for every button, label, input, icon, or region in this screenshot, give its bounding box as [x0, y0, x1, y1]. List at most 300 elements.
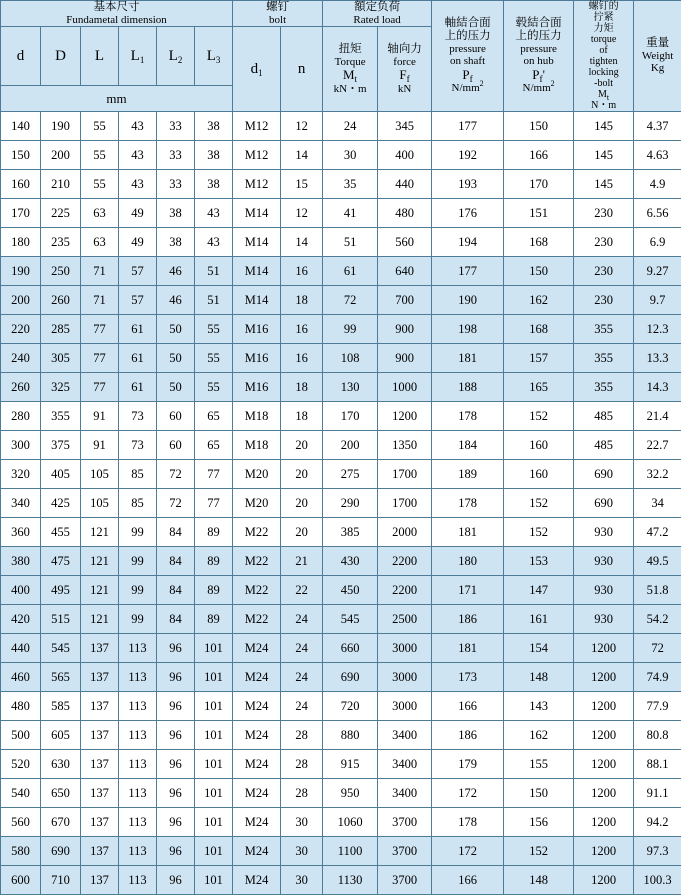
table-cell: 21	[281, 547, 323, 576]
table-cell: 880	[323, 721, 378, 750]
table-row	[1, 141, 681, 170]
table-cell: 162	[504, 286, 574, 315]
table-cell: 3700	[378, 837, 432, 866]
table-cell: 99	[119, 518, 157, 547]
table-cell: 560	[1, 808, 41, 837]
table-cell: 400	[378, 141, 432, 170]
table-cell: 194	[432, 228, 504, 257]
table-cell: 930	[574, 605, 634, 634]
table-row	[1, 402, 681, 431]
table-cell: 33	[157, 112, 195, 141]
table-cell: 230	[574, 257, 634, 286]
table-cell: 1200	[574, 692, 634, 721]
table-cell: 3700	[378, 808, 432, 837]
table-cell: 150	[504, 257, 574, 286]
table-cell: M24	[233, 837, 281, 866]
table-cell: 520	[1, 750, 41, 779]
torque-symbol: M	[343, 67, 355, 82]
table-row	[1, 634, 681, 663]
table-cell: 113	[119, 692, 157, 721]
table-cell: 210	[41, 170, 81, 199]
table-cell: 345	[378, 112, 432, 141]
table-row	[1, 837, 681, 866]
table-cell: M16	[233, 344, 281, 373]
table-cell: 84	[157, 605, 195, 634]
table-cell: 181	[432, 344, 504, 373]
table-cell: 545	[323, 605, 378, 634]
table-cell: 12	[281, 199, 323, 228]
table-cell: 18	[281, 402, 323, 431]
table-cell: 71	[81, 257, 119, 286]
column-header-mm-unit: mm	[1, 86, 233, 112]
table-cell: 61	[119, 315, 157, 344]
table-cell: 73	[119, 431, 157, 460]
table-cell: 55	[195, 373, 233, 402]
table-cell: M16	[233, 315, 281, 344]
table-cell: 16	[281, 344, 323, 373]
table-cell: 77	[195, 460, 233, 489]
table-cell: 340	[1, 489, 41, 518]
table-cell: M20	[233, 460, 281, 489]
table-cell: 30	[281, 837, 323, 866]
table-cell: 74.9	[634, 663, 681, 692]
table-cell: 49	[119, 199, 157, 228]
table-cell: 96	[157, 837, 195, 866]
table-cell: 2200	[378, 576, 432, 605]
table-cell: 101	[195, 837, 233, 866]
table-cell: 580	[1, 837, 41, 866]
table-cell: 485	[574, 402, 634, 431]
table-cell: 177	[432, 112, 504, 141]
table-cell: 33	[157, 141, 195, 170]
table-cell: 425	[41, 489, 81, 518]
table-cell: 1200	[574, 721, 634, 750]
table-cell: 4.9	[634, 170, 681, 199]
table-cell: 670	[41, 808, 81, 837]
group-header-rated-load: 額定负荷 Rated load	[323, 1, 432, 27]
table-cell: M12	[233, 170, 281, 199]
table-cell: 99	[119, 576, 157, 605]
table-cell: 585	[41, 692, 81, 721]
table-cell: 35	[323, 170, 378, 199]
table-cell: 1100	[323, 837, 378, 866]
table-cell: 113	[119, 808, 157, 837]
table-cell: 235	[41, 228, 81, 257]
table-cell: 155	[504, 750, 574, 779]
table-cell: M24	[233, 721, 281, 750]
table-cell: 355	[574, 315, 634, 344]
table-cell: 137	[81, 837, 119, 866]
table-cell: 500	[1, 721, 41, 750]
table-cell: 50	[157, 315, 195, 344]
table-cell: 148	[504, 663, 574, 692]
table-cell: 61	[119, 344, 157, 373]
table-cell: 145	[574, 170, 634, 199]
table-cell: 189	[432, 460, 504, 489]
table-cell: 161	[504, 605, 574, 634]
table-cell: 147	[504, 576, 574, 605]
table-cell: 172	[432, 837, 504, 866]
table-cell: 280	[1, 402, 41, 431]
table-cell: 305	[41, 344, 81, 373]
table-cell: 1060	[323, 808, 378, 837]
table-cell: M20	[233, 489, 281, 518]
table-cell: 400	[1, 576, 41, 605]
table-cell: 230	[574, 286, 634, 315]
table-cell: 690	[574, 489, 634, 518]
table-cell: 24	[281, 634, 323, 663]
column-header-L: L	[81, 27, 119, 86]
table-cell: 320	[1, 460, 41, 489]
table-cell: 85	[119, 460, 157, 489]
table-cell: 94.2	[634, 808, 681, 837]
table-cell: 38	[157, 228, 195, 257]
table-cell: 3400	[378, 721, 432, 750]
table-cell: 51	[195, 286, 233, 315]
table-cell: 137	[81, 866, 119, 895]
table-cell: 700	[378, 286, 432, 315]
table-cell: 96	[157, 721, 195, 750]
table-cell: 18	[281, 373, 323, 402]
table-cell: 51	[195, 257, 233, 286]
table-cell: 63	[81, 228, 119, 257]
table-row	[1, 692, 681, 721]
table-cell: 101	[195, 634, 233, 663]
table-cell: 113	[119, 866, 157, 895]
table-cell: M24	[233, 634, 281, 663]
table-cell: 96	[157, 866, 195, 895]
table-cell: 172	[432, 779, 504, 808]
table-cell: 375	[41, 431, 81, 460]
table-cell: 480	[1, 692, 41, 721]
table-cell: 190	[432, 286, 504, 315]
table-cell: 440	[1, 634, 41, 663]
table-cell: 137	[81, 692, 119, 721]
table-cell: 38	[195, 141, 233, 170]
table-cell: 173	[432, 663, 504, 692]
table-cell: 30	[281, 866, 323, 895]
table-cell: 65	[195, 402, 233, 431]
table-cell: 97.3	[634, 837, 681, 866]
table-cell: 186	[432, 721, 504, 750]
table-cell: 162	[504, 721, 574, 750]
table-cell: 360	[1, 518, 41, 547]
table-cell: 325	[41, 373, 81, 402]
table-cell: M16	[233, 373, 281, 402]
table-cell: 600	[1, 866, 41, 895]
table-cell: 170	[323, 402, 378, 431]
table-cell: 55	[81, 141, 119, 170]
table-cell: 61	[323, 257, 378, 286]
table-cell: 137	[81, 808, 119, 837]
column-header-hub-pressure: 毂結合面 上的压力 pressure on hub $P_f'$ $N/mm^2$	[504, 1, 574, 112]
table-cell: 160	[504, 431, 574, 460]
table-cell: 137	[81, 663, 119, 692]
column-header-L1: $L_1$	[119, 27, 157, 86]
table-cell: 180	[1, 228, 41, 257]
table-cell: 91	[81, 402, 119, 431]
table-cell: 1350	[378, 431, 432, 460]
table-cell: 12	[281, 112, 323, 141]
table-cell: 130	[323, 373, 378, 402]
table-row	[1, 228, 681, 257]
table-cell: 65	[195, 431, 233, 460]
table-cell: 57	[119, 286, 157, 315]
table-cell: 152	[504, 837, 574, 866]
table-cell: 170	[504, 170, 574, 199]
table-cell: 4.63	[634, 141, 681, 170]
table-cell: 121	[81, 576, 119, 605]
table-cell: 545	[41, 634, 81, 663]
column-header-torque: 扭矩 Torque $M_t$ kN・m	[323, 27, 378, 112]
table-cell: 143	[504, 692, 574, 721]
table-cell: 96	[157, 750, 195, 779]
table-row	[1, 489, 681, 518]
table-cell: 84	[157, 518, 195, 547]
table-cell: 121	[81, 518, 119, 547]
table-cell: 108	[323, 344, 378, 373]
table-cell: 105	[81, 460, 119, 489]
table-cell: 900	[378, 315, 432, 344]
table-cell: 170	[1, 199, 41, 228]
table-cell: 96	[157, 779, 195, 808]
table-cell: 1200	[574, 634, 634, 663]
table-cell: M24	[233, 779, 281, 808]
table-cell: 96	[157, 634, 195, 663]
axial-force-symbol: F	[399, 67, 406, 82]
table-cell: 99	[323, 315, 378, 344]
table-cell: 21.4	[634, 402, 681, 431]
table-cell: 188	[432, 373, 504, 402]
table-row	[1, 663, 681, 692]
table-cell: 101	[195, 808, 233, 837]
table-row	[1, 518, 681, 547]
table-cell: 137	[81, 634, 119, 663]
table-cell: 22	[281, 576, 323, 605]
table-cell: 385	[323, 518, 378, 547]
table-cell: 186	[432, 605, 504, 634]
table-cell: 260	[41, 286, 81, 315]
table-row	[1, 779, 681, 808]
table-cell: 63	[81, 199, 119, 228]
table-cell: 630	[41, 750, 81, 779]
table-cell: 3000	[378, 692, 432, 721]
table-cell: 77	[81, 315, 119, 344]
table-cell: 177	[432, 257, 504, 286]
table-cell: 30	[281, 808, 323, 837]
table-cell: 96	[157, 692, 195, 721]
table-cell: 101	[195, 750, 233, 779]
table-row	[1, 576, 681, 605]
table-cell: 930	[574, 576, 634, 605]
table-cell: 28	[281, 721, 323, 750]
table-row	[1, 460, 681, 489]
table-cell: 43	[119, 170, 157, 199]
table-cell: 72	[634, 634, 681, 663]
table-cell: M24	[233, 808, 281, 837]
table-cell: 20	[281, 489, 323, 518]
table-cell: 77.9	[634, 692, 681, 721]
column-header-d: d	[1, 27, 41, 86]
table-cell: 285	[41, 315, 81, 344]
table-cell: 51.8	[634, 576, 681, 605]
table-cell: 1200	[574, 866, 634, 895]
table-cell: 54.2	[634, 605, 681, 634]
table-cell: 6.9	[634, 228, 681, 257]
table-cell: M24	[233, 692, 281, 721]
table-cell: 113	[119, 663, 157, 692]
shaft-pressure-symbol-sub: f	[470, 75, 473, 85]
table-cell: 1200	[574, 837, 634, 866]
column-header-weight: 重量 Weight Kg	[634, 1, 681, 112]
table-cell: 220	[1, 315, 41, 344]
table-cell: 166	[504, 141, 574, 170]
table-cell: 46	[157, 257, 195, 286]
table-cell: M22	[233, 547, 281, 576]
table-cell: 355	[574, 373, 634, 402]
table-row	[1, 286, 681, 315]
table-cell: 165	[504, 373, 574, 402]
table-cell: 89	[195, 547, 233, 576]
table-cell: 145	[574, 141, 634, 170]
table-cell: 150	[504, 779, 574, 808]
table-cell: 84	[157, 547, 195, 576]
table-cell: M12	[233, 141, 281, 170]
table-cell: 225	[41, 199, 81, 228]
table-cell: 137	[81, 750, 119, 779]
table-cell: 1200	[574, 808, 634, 837]
column-header-L3: $L_3$	[195, 27, 233, 86]
table-cell: 380	[1, 547, 41, 576]
table-cell: 33	[157, 170, 195, 199]
table-cell: 77	[195, 489, 233, 518]
table-cell: 91	[81, 431, 119, 460]
table-cell: 9.27	[634, 257, 681, 286]
table-cell: 915	[323, 750, 378, 779]
table-row	[1, 605, 681, 634]
table-cell: 3400	[378, 779, 432, 808]
table-cell: 34	[634, 489, 681, 518]
table-cell: 900	[378, 344, 432, 373]
column-header-bolt-d1: $d_1$	[233, 27, 281, 112]
table-cell: 72	[157, 489, 195, 518]
table-cell: 38	[195, 112, 233, 141]
table-cell: 51	[323, 228, 378, 257]
table-cell: M14	[233, 257, 281, 286]
table-cell: 14	[281, 228, 323, 257]
table-cell: 930	[574, 547, 634, 576]
table-cell: 480	[378, 199, 432, 228]
table-cell: 43	[119, 141, 157, 170]
table-cell: M24	[233, 866, 281, 895]
table-cell: 6.56	[634, 199, 681, 228]
table-cell: 72	[157, 460, 195, 489]
table-cell: 230	[574, 199, 634, 228]
table-cell: 30	[323, 141, 378, 170]
table-cell: 91.1	[634, 779, 681, 808]
table-cell: 24	[281, 692, 323, 721]
table-row	[1, 866, 681, 895]
table-cell: 140	[1, 112, 41, 141]
table-cell: 193	[432, 170, 504, 199]
table-cell: M22	[233, 605, 281, 634]
table-cell: 55	[81, 170, 119, 199]
table-cell: 440	[378, 170, 432, 199]
table-cell: 113	[119, 837, 157, 866]
table-cell: 113	[119, 750, 157, 779]
table-cell: 150	[1, 141, 41, 170]
table-cell: 1130	[323, 866, 378, 895]
column-header-locking-torque: 螺钉的 拧紧 力矩 torque of tighten locking -bolt $M_t$ N・m	[574, 1, 634, 112]
table-cell: 181	[432, 518, 504, 547]
table-cell: 73	[119, 402, 157, 431]
table-cell: 49	[119, 228, 157, 257]
table-cell: 137	[81, 721, 119, 750]
table-cell: 275	[323, 460, 378, 489]
table-cell: 1200	[574, 779, 634, 808]
table-cell: 43	[119, 112, 157, 141]
table-cell: 430	[323, 547, 378, 576]
table-cell: 260	[1, 373, 41, 402]
table-cell: 198	[432, 315, 504, 344]
table-cell: 355	[41, 402, 81, 431]
table-cell: 99	[119, 547, 157, 576]
table-cell: 660	[323, 634, 378, 663]
table-cell: 20	[281, 518, 323, 547]
table-cell: M18	[233, 402, 281, 431]
table-cell: 77	[81, 344, 119, 373]
table-body	[1, 112, 681, 895]
table-cell: 150	[504, 112, 574, 141]
header-row-groups	[1, 1, 681, 27]
table-cell: 1700	[378, 460, 432, 489]
table-cell: 148	[504, 866, 574, 895]
table-cell: 157	[504, 344, 574, 373]
table-cell: 71	[81, 286, 119, 315]
table-cell: 12.3	[634, 315, 681, 344]
table-cell: 230	[574, 228, 634, 257]
table-row	[1, 199, 681, 228]
table-cell: 60	[157, 402, 195, 431]
table-cell: 154	[504, 634, 574, 663]
table-cell: 96	[157, 808, 195, 837]
table-cell: 200	[41, 141, 81, 170]
table-cell: 28	[281, 750, 323, 779]
group-header-bolt: 螺钉 bolt	[233, 1, 323, 27]
table-row	[1, 170, 681, 199]
table-cell: 178	[432, 808, 504, 837]
table-cell: 47.2	[634, 518, 681, 547]
table-cell: 1200	[574, 663, 634, 692]
table-cell: 160	[504, 460, 574, 489]
table-cell: 152	[504, 402, 574, 431]
table-cell: 300	[1, 431, 41, 460]
table-cell: 55	[81, 112, 119, 141]
table-cell: 152	[504, 489, 574, 518]
table-cell: 3000	[378, 663, 432, 692]
table-cell: 171	[432, 576, 504, 605]
table-cell: 99	[119, 605, 157, 634]
table-cell: 113	[119, 634, 157, 663]
table-cell: 80.8	[634, 721, 681, 750]
table-cell: 179	[432, 750, 504, 779]
table-cell: 178	[432, 402, 504, 431]
table-cell: 24	[323, 112, 378, 141]
table-cell: 950	[323, 779, 378, 808]
table-cell: 96	[157, 663, 195, 692]
table-cell: 105	[81, 489, 119, 518]
table-cell: 152	[504, 518, 574, 547]
